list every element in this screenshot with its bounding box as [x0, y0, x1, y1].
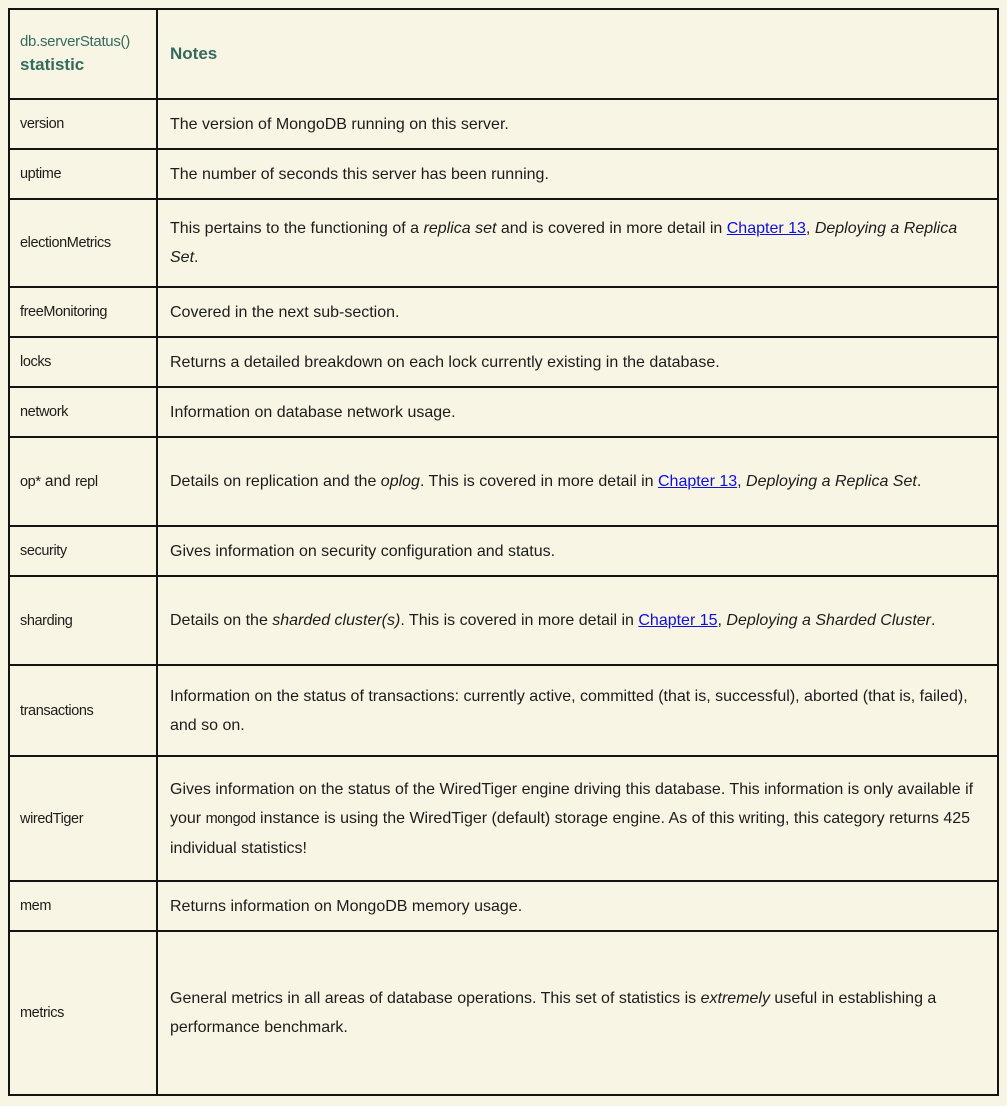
note-text: instance is using the WiredTiger (default) storage engine. As of this writing, this category returns 425 individual statistics! [170, 809, 971, 857]
note-cell [157, 99, 998, 149]
note-text: . [916, 473, 922, 490]
stat-cell [9, 665, 157, 756]
code-text: mem [20, 898, 52, 914]
note-text: Details on the [170, 612, 273, 629]
code-text: transactions [20, 702, 94, 719]
note-text: Gives information on security configuration and status. [170, 542, 556, 560]
code-text: wiredTiger [20, 810, 84, 827]
code-text: repl [75, 473, 98, 490]
note-cell [157, 931, 998, 1095]
stat-cell [9, 199, 157, 287]
note-text: Gives information on the status of the WiredTiger engine driving this database. This information is only available if your [170, 780, 974, 827]
note-text: Information on database network usage. [170, 403, 456, 421]
code-text: metrics [20, 1005, 64, 1021]
note-text: . This is covered in more detail in [400, 612, 639, 629]
note-text: . [194, 249, 199, 266]
table-row [9, 99, 998, 149]
statistic-header-label: statistic [20, 55, 85, 74]
chapter-link[interactable]: Chapter 15 [638, 612, 718, 629]
note-text: , [805, 220, 815, 237]
table-row [9, 576, 998, 665]
note-text: Details on replication and the [170, 473, 381, 490]
code-text: security [20, 543, 67, 559]
statistic-column-header [9, 9, 157, 99]
note-text: The number of seconds this server has been running. [170, 165, 549, 183]
table-row [9, 931, 998, 1095]
table-row [9, 387, 998, 437]
stat-cell [9, 99, 157, 149]
code-text: electionMetrics [20, 235, 111, 251]
italic-text: replica set [423, 220, 497, 237]
notes-column-header: Notes [157, 9, 998, 99]
italic-text: oplog [380, 473, 420, 490]
note-text: and is covered in more detail in [496, 220, 727, 237]
note-cell [157, 526, 998, 576]
note-cell [157, 149, 998, 199]
note-text: This pertains to the functioning of a [170, 220, 424, 237]
stat-cell [9, 337, 157, 387]
note-cell [157, 199, 998, 287]
table-header [9, 9, 998, 99]
table-row [9, 199, 998, 287]
note-cell [157, 387, 998, 437]
table-row [9, 756, 998, 881]
note-text: Information on the status of transactions: currently active, committed (that is, successful), aborted (that is, failed), and so on. [170, 687, 968, 734]
note-text: . [930, 612, 936, 629]
note-text: Covered in the next sub-section. [170, 303, 400, 321]
server-status-table [8, 8, 999, 1096]
code-text: op* [20, 473, 41, 490]
note-text: . This is covered in more detail in [419, 473, 658, 490]
note-text: Returns information on MongoDB memory usage. [170, 897, 523, 915]
code-text: locks [20, 354, 52, 370]
statistic-header-code: db.serverStatus() [20, 33, 130, 50]
chapter-link[interactable]: Chapter 13 [726, 220, 806, 237]
note-cell [157, 337, 998, 387]
note-cell [157, 287, 998, 337]
stat-cell [9, 387, 157, 437]
note-cell [157, 756, 998, 881]
table-row [9, 149, 998, 199]
code-text: sharding [20, 612, 73, 629]
note-cell [157, 881, 998, 931]
stat-cell [9, 756, 157, 881]
table-row [9, 665, 998, 756]
italic-text: Deploying a Replica Set [170, 220, 958, 266]
code-text: version [20, 116, 64, 132]
italic-text: Deploying a Sharded Cluster [726, 612, 931, 629]
note-text: useful in establishing a performance benchmark. [170, 990, 937, 1036]
code-text: freeMonitoring [20, 304, 108, 320]
code-text: network [20, 404, 68, 420]
stat-cell [9, 931, 157, 1095]
code-text: mongod [205, 810, 256, 827]
note-cell [157, 437, 998, 526]
table-row [9, 437, 998, 526]
stat-cell [9, 149, 157, 199]
stat-cell [9, 437, 157, 526]
stat-cell [9, 526, 157, 576]
italic-text: Deploying a Replica Set [746, 473, 917, 490]
table-row [9, 337, 998, 387]
note-text: General metrics in all areas of database operations. This set of statistics is [170, 990, 701, 1007]
header-row [9, 9, 998, 99]
note-text: The version of MongoDB running on this server. [170, 115, 509, 133]
note-text: , [717, 612, 727, 629]
note-text: and [40, 472, 76, 490]
table-body [9, 99, 998, 1095]
table-row [9, 526, 998, 576]
note-text: Returns a detailed breakdown on each lock currently existing in the database. [170, 353, 720, 371]
note-text: , [737, 473, 747, 490]
stat-cell [9, 576, 157, 665]
table-row [9, 287, 998, 337]
table-row [9, 881, 998, 931]
italic-text: extremely [700, 990, 770, 1007]
note-cell [157, 665, 998, 756]
stat-cell [9, 287, 157, 337]
stat-cell [9, 881, 157, 931]
code-text: uptime [20, 166, 62, 182]
italic-text: sharded cluster(s) [272, 612, 401, 629]
note-cell [157, 576, 998, 665]
chapter-link[interactable]: Chapter 13 [657, 473, 738, 490]
